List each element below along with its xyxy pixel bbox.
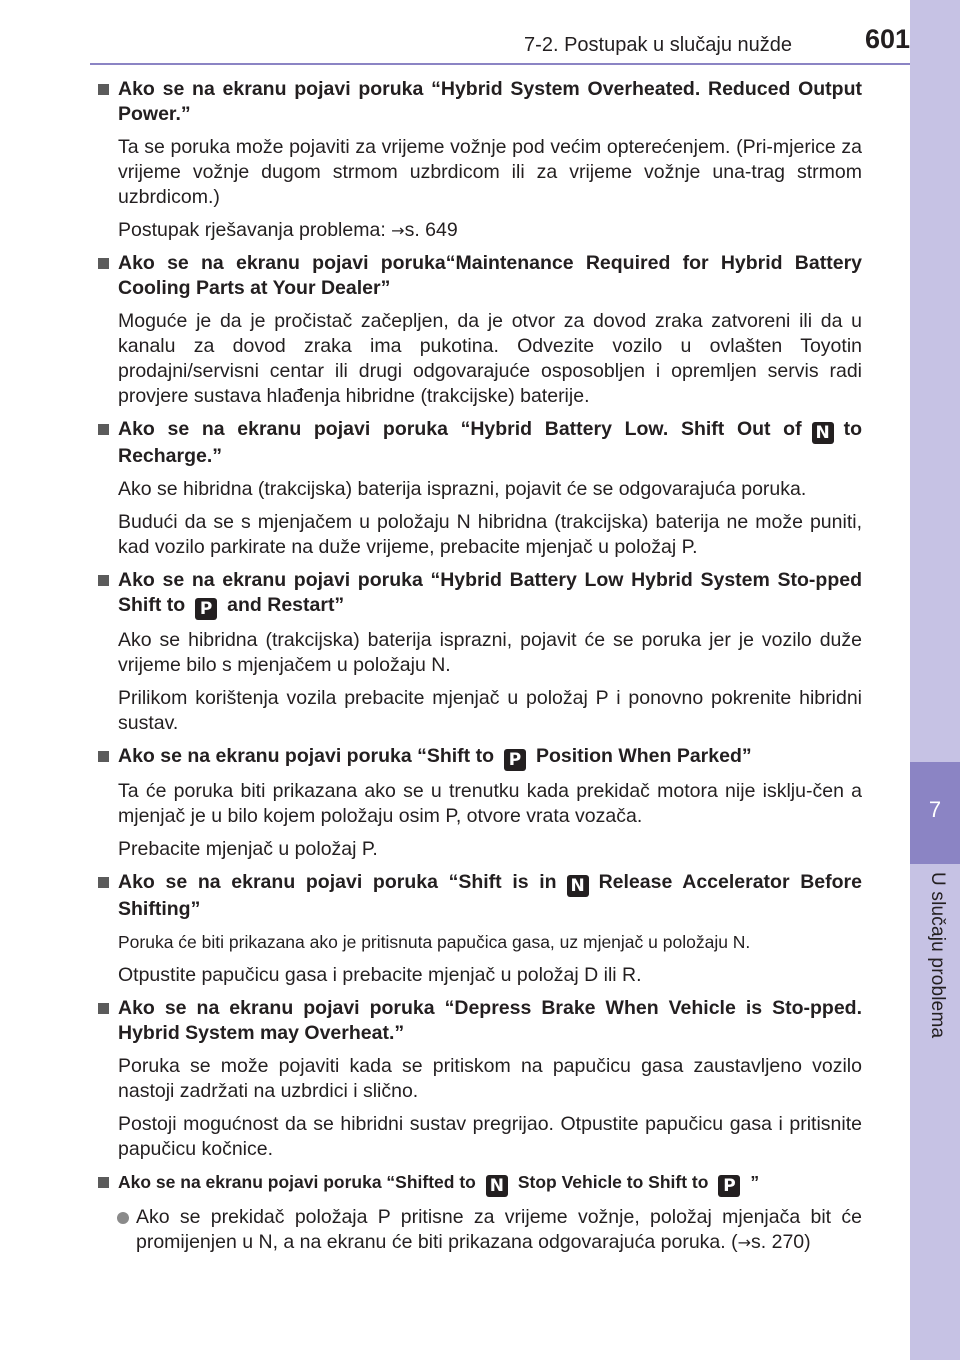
gear-p-icon: P — [504, 749, 526, 771]
square-bullet-icon — [98, 751, 109, 762]
paragraph: Budući da se s mjenjačem u položaju N hibridna (trakcijska) baterija ne može puniti, kad vozilo parkirate na duže vrijeme, prebacite mjenjač u položaj P. — [118, 511, 862, 558]
heading-text: Position When Parked” — [536, 745, 752, 767]
section-heading — [98, 996, 862, 1046]
paragraph: Prebacite mjenjač u položaj P. — [118, 838, 378, 860]
chapter-number: 7 — [928, 797, 942, 822]
heading-text: Ako se na ekranu pojavi poruka “Hybrid Battery Low Hybrid System Sto-pped Shift to — [118, 569, 862, 616]
paragraph-text: Postupak rješavanja problema: — [118, 219, 392, 241]
paragraph: Poruka se može pojaviti kada se pritiskom na papučicu gasa zaustavljeno vozilo nastoji zadržati na uzbrdici i slično. — [118, 1055, 862, 1102]
paragraph: Ako se hibridna (trakcijska) baterija isprazni, pojavit će se poruka jer je vozilo duže vrijeme bilo s mjenjačem u položaju N. — [118, 629, 862, 676]
heading-text: Ako se na ekranu pojavi poruka “Shift is in — [118, 871, 557, 893]
paragraph: Ta će poruka biti prikazana ako se u trenutku kada prekidač motora nije isklju-čen a mjenjač je u bilo kojem položaju osim P, otvore vrata vozača. — [118, 780, 862, 827]
gear-n-icon: N — [812, 422, 834, 444]
section-shifted-to-neutral — [98, 1170, 862, 1255]
heading-text: Release Accelerator Before Shifting” — [118, 871, 862, 920]
section-heading — [98, 77, 862, 127]
sub-bullet-text: Ako se prekidač položaja P pritisne za vrijeme vožnje, položaj mjenjača bit će promijenjen u N, a na ekranu će biti prikazana odgovarajuća poruka. ( — [136, 1206, 862, 1253]
gear-n-icon: N — [486, 1175, 508, 1197]
section-heading — [98, 744, 862, 771]
heading-text: Ako se na ekranu pojavi poruka “Hybrid Battery Low. Shift Out of — [118, 418, 802, 440]
square-bullet-icon — [98, 877, 109, 888]
arrow-right-icon: → — [391, 221, 405, 240]
paragraph: Moguće je da je pročistač začepljen, da je otvor za dovod zraka zatvoreni ili da u kanalu za dovod zraka ima pukotina. Odvezite vozilo u ovlašten Toyotin prodajni/servisni centar ili drugi odgovarajuće osposobljen i opremljen servis radi provjere sustava hlađenja hibridne (trakcijske) baterije. — [118, 310, 862, 407]
section-shift-to-park — [98, 744, 862, 862]
heading-text: Ako se na ekranu pojavi poruka “Shifted to — [118, 1172, 476, 1192]
heading-text: to Recharge.” — [118, 418, 862, 467]
section-battery-low-recharge — [98, 417, 862, 560]
paragraph: Poruka će biti prikazana ako je pritisnuta papučica gasa, uz mjenjač u položaju N. — [118, 932, 751, 952]
chapter-title: U slučaju problema — [927, 872, 948, 1039]
page-reference: s. 649 — [404, 219, 458, 241]
square-bullet-icon — [98, 84, 109, 95]
paragraph: Prilikom korištenja vozila prebacite mjenjač u položaj P i ponovno pokrenite hibridni sustav. — [118, 687, 862, 734]
gear-p-icon: P — [195, 598, 217, 620]
heading-text: Stop Vehicle to Shift to — [517, 1172, 709, 1192]
section-battery-low-stopped — [98, 568, 862, 736]
header-rule — [90, 63, 910, 65]
gear-p-icon: P — [718, 1175, 740, 1197]
arrow-right-icon: → — [737, 1233, 752, 1252]
page-number: 601 — [864, 24, 910, 54]
section-hybrid-overheated — [98, 77, 862, 243]
heading-text: and Restart” — [227, 594, 345, 616]
square-bullet-icon — [98, 575, 109, 586]
section-heading — [98, 568, 862, 620]
section-heading — [98, 417, 862, 469]
heading-text: Ako se na ekranu pojavi poruka “Depress Brake When Vehicle is Sto-pped. Hybrid System may Overheat.” — [118, 997, 862, 1044]
paragraph: Postoji mogućnost da se hibridni sustav pregrijao. Otpustite papučicu gasa i pritisnite papučicu kočnice. — [118, 1113, 862, 1160]
section-maintenance-cooling — [98, 251, 862, 409]
round-bullet-icon — [117, 1212, 129, 1224]
heading-text: Ako se na ekranu pojavi poruka“Maintenance Required for Hybrid Battery Cooling Parts at Your Dealer” — [118, 252, 862, 299]
heading-text: Ako se na ekranu pojavi poruka “Shift to — [118, 745, 494, 767]
paragraph: Otpustite papučicu gasa i prebacite mjenjač u položaj D ili R. — [118, 964, 642, 986]
square-bullet-icon — [98, 424, 109, 435]
sub-bullet-item — [98, 1205, 862, 1255]
page-content — [98, 77, 862, 1261]
page-header — [90, 0, 910, 64]
square-bullet-icon — [98, 1003, 109, 1014]
heading-text: ” — [750, 1172, 760, 1192]
section-release-accelerator — [98, 870, 862, 988]
section-heading — [98, 870, 862, 922]
section-heading — [98, 251, 862, 301]
gear-n-icon: N — [567, 875, 589, 897]
section-depress-brake — [98, 996, 862, 1162]
paragraph — [98, 218, 862, 243]
page-reference: s. 270) — [751, 1231, 811, 1253]
paragraph: Ako se hibridna (trakcijska) baterija isprazni, pojavit će se odgovarajuća poruka. — [118, 478, 807, 500]
section-title: 7-2. Postupak u slučaju nužde — [524, 34, 792, 56]
square-bullet-icon — [98, 258, 109, 269]
chapter-sidebar — [910, 0, 960, 1360]
heading-text: Ako se na ekranu pojavi poruka “Hybrid System Overheated. Reduced Output Power.” — [118, 78, 862, 125]
square-bullet-icon — [98, 1177, 109, 1188]
section-heading — [98, 1170, 862, 1197]
paragraph: Ta se poruka može pojaviti za vrijeme vožnje pod većim opterećenjem. (Pri-mjerice za vrijeme vožnje dugom strmom uzbrdicom ili za vrijeme vožnje una-trag strmom uzbrdicom.) — [118, 136, 862, 208]
